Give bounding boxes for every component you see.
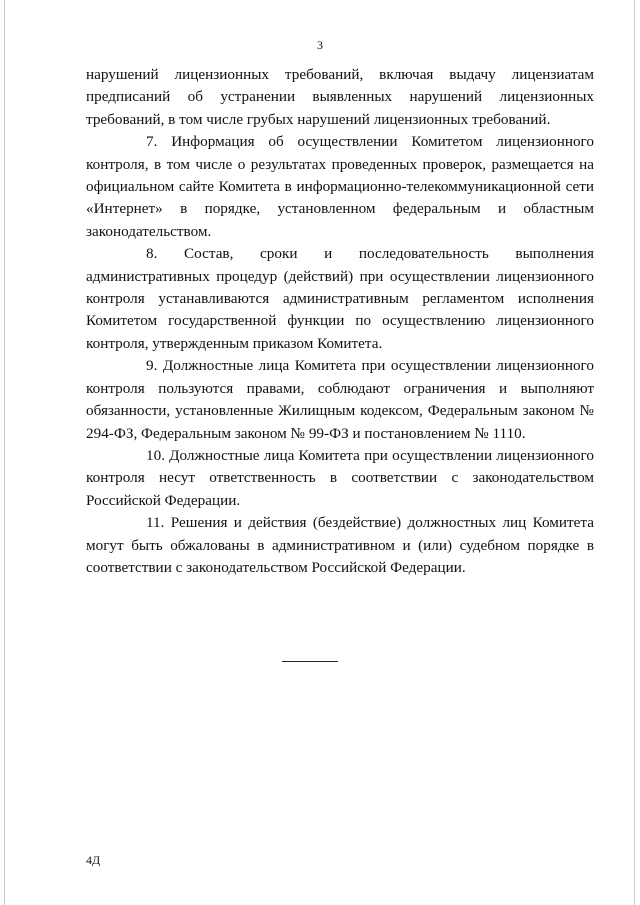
paragraph-7: 7. Информация об осуществлении Комитетом лицензионного контроля, в том числе о результатах проведенных проверок, размещается на официальном сайте Комитета в информационно-телекоммуникационной сети «Интернет» в порядке, установленном федеральным и областным законодательством. bbox=[86, 133, 594, 240]
scan-edge-left bbox=[4, 0, 5, 905]
document-body bbox=[86, 64, 594, 579]
end-divider bbox=[282, 661, 338, 662]
scan-edge-right bbox=[634, 0, 635, 905]
page-number: 3 bbox=[317, 38, 323, 52]
paragraph-10: 10. Должностные лица Комитета при осуществлении лицензионного контроля несут ответственность в соответствии с законодательством Российской Федерации. bbox=[86, 446, 594, 509]
paragraph-11: 11. Решения и действия (бездействие) должностных лиц Комитета могут быть обжалованы в административном и (или) судебном порядке в соответствии с законодательством Российской Федерации. bbox=[86, 514, 594, 576]
paragraph-continuation: нарушений лицензионных требований, включая выдачу лицензиатам предписаний об устранении выявленных нарушений лицензионных требований, в том числе грубых нарушений лицензионных требований. bbox=[86, 66, 594, 128]
paragraph-8: 8. Состав, сроки и последовательность выполнения административных процедур (действий) при осуществлении лицензионного контроля устанавливаются административным регламентом исполнения Комитетом государственной функции по осуществлению лицензионного контроля, утвержденным приказом Комитета. bbox=[86, 245, 594, 352]
paragraph-9: 9. Должностные лица Комитета при осуществлении лицензионного контроля пользуются правами, соблюдают ограничения и выполняют обязанности, установленные Жилищным кодексом, Федеральным законом № 294-ФЗ, Федеральным законом № 99-ФЗ и постановлением № 1110. bbox=[86, 357, 594, 442]
footer-code: 4Д bbox=[86, 853, 101, 867]
